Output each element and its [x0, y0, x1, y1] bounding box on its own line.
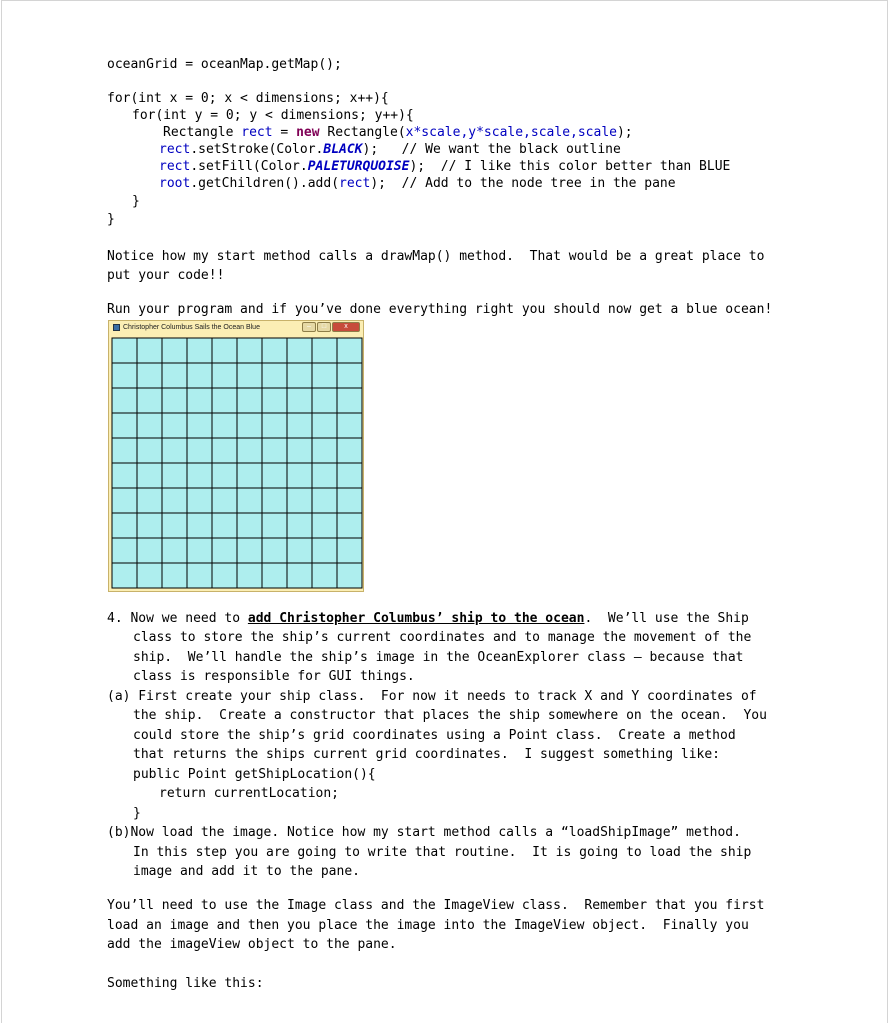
ocean-cell [262, 388, 287, 413]
ocean-cell [187, 363, 212, 388]
code-line-method-signature: public Point getShipLocation(){ [133, 767, 376, 782]
step-4-line [107, 610, 749, 628]
code-token: x*scale,y*scale,scale,scale [405, 125, 617, 140]
code-constant: BLACK [323, 142, 363, 157]
code-token: .setStroke(Color. [190, 142, 324, 157]
ocean-cell [287, 438, 312, 463]
ocean-cell [112, 413, 137, 438]
code-token: ); [616, 125, 633, 140]
ocean-cell [287, 338, 312, 363]
ocean-cell [187, 463, 212, 488]
ocean-cell [312, 388, 337, 413]
paragraph-line: the ship. Create a constructor that places the ship somewhere on the ocean. You [133, 708, 767, 723]
ocean-cell [187, 413, 212, 438]
code-line-for-y: for(int y = 0; y < dimensions; y++){ [132, 108, 414, 123]
paragraph-line: (a) First create your ship class. For now it needs to track X and Y coordinates of [107, 689, 757, 704]
ocean-cell [112, 513, 137, 538]
ocean-cell [237, 413, 262, 438]
ocean-cell [337, 438, 362, 463]
ocean-cell [237, 488, 262, 513]
paragraph-line: You’ll need to use the Image class and the ImageView class. Remember that you first [107, 898, 765, 913]
ocean-cell [312, 488, 337, 513]
ocean-cell [337, 388, 362, 413]
ocean-cell [187, 338, 212, 363]
ocean-cell [112, 363, 137, 388]
paragraph-line: add the imageView object to the pane. [107, 937, 397, 952]
ocean-window-screenshot [108, 320, 364, 592]
paragraph-line: put your code!! [107, 268, 225, 283]
document-page [1, 0, 888, 1023]
ocean-cell [187, 488, 212, 513]
paragraph-line: class is responsible for GUI things. [133, 669, 415, 684]
ocean-cell [237, 463, 262, 488]
ocean-cell [162, 513, 187, 538]
paragraph-line: that returns the ships current grid coordinates. I suggest something like: [133, 747, 720, 762]
code-keyword: new [296, 125, 320, 140]
ocean-cell [337, 563, 362, 588]
ocean-cell [162, 413, 187, 438]
ocean-cell [187, 563, 212, 588]
ocean-cell [162, 388, 187, 413]
paragraph-line: In this step you are going to write that routine. It is going to load the ship [133, 845, 752, 860]
ocean-cell [137, 488, 162, 513]
ocean-cell [162, 538, 187, 563]
code-token: Rectangle [163, 125, 242, 140]
code-token: ); // Add to the node tree in the pane [370, 176, 676, 191]
code-token: root [159, 176, 191, 191]
paragraph-line: Run your program and if you’ve done everything right you should now get a blue ocean! [107, 302, 773, 317]
ocean-cell [112, 488, 137, 513]
ocean-cell [137, 513, 162, 538]
code-constant: PALETURQUOISE [307, 159, 410, 174]
ocean-cell [312, 413, 337, 438]
ocean-cell [162, 438, 187, 463]
ocean-cell [287, 513, 312, 538]
ocean-cell [237, 513, 262, 538]
ocean-cell [187, 438, 212, 463]
code-token: ); // We want the black outline [362, 142, 621, 157]
code-token: .getChildren().add( [190, 176, 340, 191]
ocean-cell [312, 438, 337, 463]
ocean-cell [262, 538, 287, 563]
ocean-cell [137, 388, 162, 413]
ocean-cell [287, 488, 312, 513]
ocean-cell [237, 363, 262, 388]
code-token: rect [159, 142, 191, 157]
ocean-cell [162, 563, 187, 588]
ocean-cell [312, 463, 337, 488]
code-line-get-map: oceanGrid = oceanMap.getMap(); [107, 57, 342, 72]
ocean-cell [262, 413, 287, 438]
ocean-cell [112, 463, 137, 488]
ocean-cell [212, 513, 237, 538]
code-line-add-child [159, 175, 676, 193]
paragraph-line: (b)Now load the image. Notice how my start method calls a “loadShipImage” method. [107, 825, 741, 840]
ocean-cell [287, 538, 312, 563]
ocean-cell [337, 413, 362, 438]
ocean-cell [237, 438, 262, 463]
code-token: = [272, 125, 297, 140]
ocean-cell [287, 463, 312, 488]
ocean-cell [112, 388, 137, 413]
ocean-cell [137, 438, 162, 463]
ocean-cell [212, 538, 237, 563]
ocean-cell [137, 363, 162, 388]
ocean-cell [287, 388, 312, 413]
paragraph-line: could store the ship’s grid coordinates using a Point class. Create a method [133, 728, 736, 743]
ocean-cell [137, 413, 162, 438]
ocean-cell [237, 388, 262, 413]
paragraph-line: Notice how my start method calls a drawMap() method. That would be a great place to [107, 249, 765, 264]
code-line-for-x: for(int x = 0; x < dimensions; x++){ [107, 91, 389, 106]
ocean-cell [262, 488, 287, 513]
ocean-cell [262, 463, 287, 488]
ocean-cell [337, 513, 362, 538]
ocean-cell [237, 338, 262, 363]
ocean-cell [212, 388, 237, 413]
ocean-cell [162, 338, 187, 363]
ocean-grid [111, 337, 363, 589]
app-icon [113, 324, 120, 331]
ocean-cell [287, 563, 312, 588]
ocean-cell [312, 363, 337, 388]
ocean-cell [262, 563, 287, 588]
ocean-cell [137, 463, 162, 488]
code-token: ); // I like this color better than BLUE [409, 159, 731, 174]
ocean-cell [262, 363, 287, 388]
ocean-cell [312, 513, 337, 538]
code-token: rect [159, 159, 191, 174]
ocean-cell [312, 563, 337, 588]
paragraph-line: image and add it to the pane. [133, 864, 360, 879]
ocean-cell [212, 338, 237, 363]
ocean-cell [187, 388, 212, 413]
ocean-cell [262, 438, 287, 463]
paragraph-line: ship. We’ll handle the ship’s image in the OceanExplorer class – because that [133, 650, 744, 665]
ocean-cell [287, 363, 312, 388]
ocean-cell [212, 413, 237, 438]
code-brace-outer: } [107, 212, 115, 227]
ocean-cell [337, 538, 362, 563]
ocean-cell [112, 538, 137, 563]
code-brace-inner: } [132, 194, 140, 209]
window-titlebar [109, 321, 363, 335]
minimize-icon[interactable]: – [302, 322, 316, 332]
paragraph-line: Something like this: [107, 976, 264, 991]
ocean-cell [237, 563, 262, 588]
ocean-cell [212, 463, 237, 488]
underlined-heading: add Christopher Columbus’ ship to the ocean [247, 611, 585, 626]
ocean-cell [212, 438, 237, 463]
code-token: Rectangle( [319, 125, 406, 140]
text-run: . We’ll use the Ship [584, 611, 749, 626]
ocean-cell [212, 488, 237, 513]
ocean-cell [137, 538, 162, 563]
code-line-return: return currentLocation; [159, 786, 340, 801]
code-line-set-fill [159, 158, 730, 176]
close-icon[interactable]: x [332, 322, 360, 332]
code-token: .setFill(Color. [190, 159, 308, 174]
ocean-cell [187, 513, 212, 538]
ocean-cell [137, 338, 162, 363]
code-line-set-stroke [159, 141, 621, 159]
ocean-cell [112, 338, 137, 363]
ocean-cell [137, 563, 162, 588]
maximize-icon[interactable]: □ [317, 322, 331, 332]
ocean-cell [162, 463, 187, 488]
ocean-cell [337, 488, 362, 513]
code-line-rectangle [163, 124, 633, 142]
ocean-cell [312, 538, 337, 563]
paragraph-line: class to store the ship’s current coordinates and to manage the movement of the [133, 630, 752, 645]
ocean-cell [162, 363, 187, 388]
ocean-cell [237, 538, 262, 563]
ocean-cell [262, 338, 287, 363]
ocean-cell [187, 538, 212, 563]
ocean-cell [262, 513, 287, 538]
ocean-cell [212, 363, 237, 388]
ocean-cell [112, 438, 137, 463]
window-title: Christopher Columbus Sails the Ocean Blue [123, 324, 260, 331]
ocean-cell [287, 413, 312, 438]
ocean-cell [162, 488, 187, 513]
code-brace: } [133, 806, 141, 821]
ocean-cell [212, 563, 237, 588]
code-token: rect [339, 176, 371, 191]
ocean-cell [337, 463, 362, 488]
text-run: 4. Now we need to [107, 611, 248, 626]
ocean-cell [312, 338, 337, 363]
code-token: rect [241, 125, 273, 140]
paragraph-line: load an image and then you place the image into the ImageView object. Finally you [107, 918, 749, 933]
ocean-cell [337, 363, 362, 388]
ocean-cell [112, 563, 137, 588]
ocean-cell [337, 338, 362, 363]
